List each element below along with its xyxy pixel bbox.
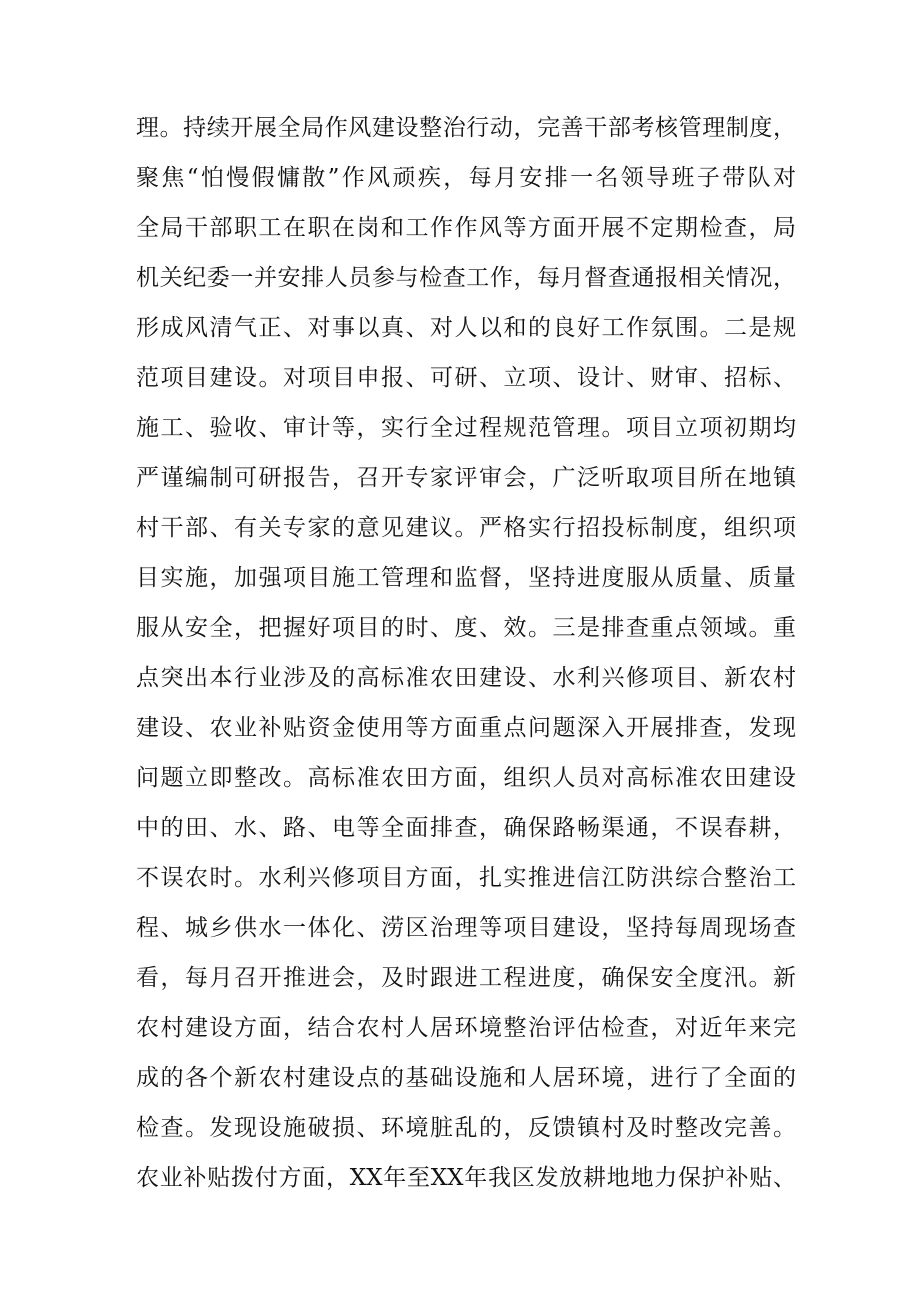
text-line: 点突出本行业涉及的高标准农田建设、水利兴修项目、新农村	[136, 665, 796, 691]
text-line: 村干部、有关专家的意见建议。严格实行招投标制度，组织项	[136, 515, 796, 541]
text-line: 机关纪委一并安排人员参与检查工作，每月督查通报相关情况，	[136, 265, 796, 291]
text-line: 理。持续开展全局作风建设整治行动，完善干部考核管理制度，	[136, 115, 796, 141]
text-line: 目实施，加强项目施工管理和监督，坚持进度服从质量、质量	[136, 565, 796, 591]
text-line: 农村建设方面，结合农村人居环境整治评估检查，对近年来完	[136, 1015, 796, 1041]
text-line: 成的各个新农村建设点的基础设施和人居环境，进行了全面的	[136, 1065, 796, 1091]
text-line: 程、城乡供水一体化、涝区治理等项目建设，坚持每周现场查	[136, 915, 796, 941]
text-line: 不误农时。水利兴修项目方面，扎实推进信江防洪综合整治工	[136, 865, 796, 891]
text-line: 范项目建设。对项目申报、可研、立项、设计、财审、招标、	[136, 365, 796, 391]
text-line: 看，每月召开推进会，及时跟进工程进度，确保安全度汛。新	[136, 965, 796, 991]
text-line: 检查。发现设施破损、环境脏乱的，反馈镇村及时整改完善。	[136, 1115, 796, 1141]
text-line: 聚焦“怕慢假慵散”作风顽疾，每月安排一名领导班子带队对	[136, 165, 796, 191]
text-line: 形成风清气正、对事以真、对人以和的良好工作氛围。二是规	[136, 315, 796, 341]
text-line: 中的田、水、路、电等全面排查，确保路畅渠通，不误春耕，	[136, 815, 796, 841]
text-line: 农业补贴拨付方面，XX年至XX年我区发放耕地地力保护补贴、	[136, 1165, 796, 1191]
text-line: 施工、验收、审计等，实行全过程规范管理。项目立项初期均	[136, 415, 796, 441]
text-line: 全局干部职工在职在岗和工作作风等方面开展不定期检查，局	[136, 215, 796, 241]
text-line: 服从安全，把握好项目的时、度、效。三是排查重点领域。重	[136, 615, 796, 641]
text-line: 严谨编制可研报告，召开专家评审会，广泛听取项目所在地镇	[136, 465, 796, 491]
text-line: 建设、农业补贴资金使用等方面重点问题深入开展排查，发现	[136, 715, 796, 741]
text-line: 问题立即整改。高标准农田方面，组织人员对高标准农田建设	[136, 765, 796, 791]
